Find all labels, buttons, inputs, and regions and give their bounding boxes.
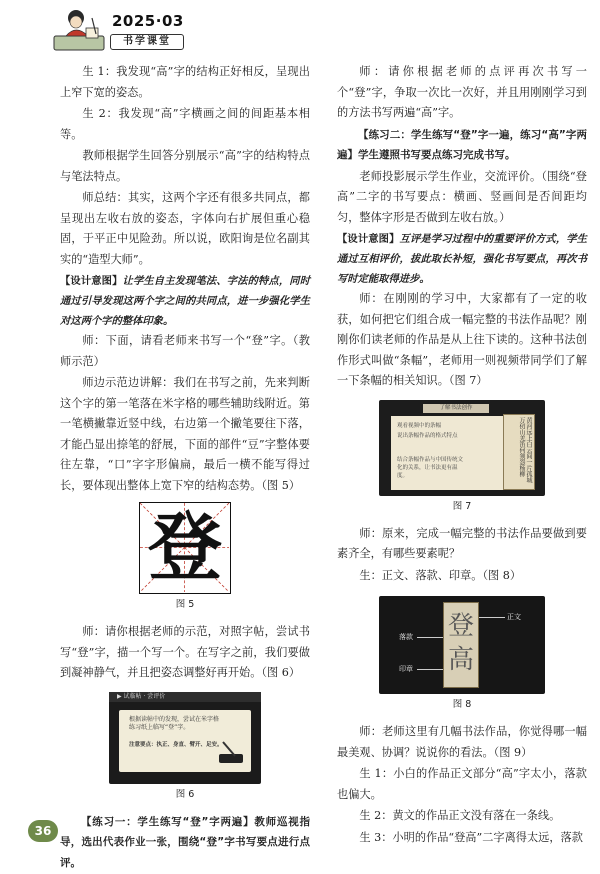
label-main-text: 正文 [507,613,521,621]
figure-5-caption: 图 5 [175,599,195,610]
figure-7-caption: 图 7 [452,500,472,512]
slide-tab: 了解书法创作 [423,404,489,413]
design-intent-label: 【设计意图】 [337,233,400,245]
slide-tips: 注意要点：执正、身直、臂开、足安。 [129,741,223,748]
scholar-figure-icon [52,6,108,54]
slide-instruction: 根据读帖中的发现，尝试在米字格练习纸上临写“登”字。 [129,715,220,731]
paragraph: 生 2：黄文的作品正文没有落在一条线。 [359,809,561,822]
design-intent-text: 互评是学习过程中的重要评价方式，学生通过互相评价，拔此取长补短，强化书写要点，再次书写时定能取得进步。 [337,233,587,285]
exercise-2: 【练习二：学生练写“登”字一遍，练习“高”字两遍】学生遵照书写要点练习完成书写。 [337,128,587,161]
demo-character: 登 [148,505,222,591]
figure-8-caption: 图 8 [452,699,472,710]
label-seal: 印章 [399,665,413,673]
scroll-character: 高 [447,645,474,675]
slide-line: 观看视频中的条幅 [397,422,442,429]
slide-line: 说出条幅作品的格式特点 [397,432,458,439]
paragraph: 师：老师这里有几幅书法作品，你觉得哪一幅最美观、协调？说说你的看法。（图 9） [337,725,587,759]
paragraph: 教师根据学生回答分别展示“高”字的结构特点与笔法特点。 [60,149,310,183]
exercise-1: 【练习一：学生练写“登”字两遍】教师巡视指导，选出代表作业一张，围绕“登”字书写要点进行点评。 [60,815,310,869]
paragraph: 师：在刚刚的学习中，大家都有了一定的收获，如何把它们组合成一幅完整的书法作品呢？刚刚你们读老师的作品是从上往下读的。这种书法创作形式叫做“条幅”，老师用一则视频带同学们了解一下条幅的相关知识。（图 7） [337,292,587,387]
paragraph: 生 2：我发现“高”字横画之间的间距基本相等。 [60,107,310,141]
paragraph: 老师投影展示学生作业，交流评价。（围绕“登高”二字的书写要点：横画、竖画间是否间距均匀，整体字形是否做到左收右放。） [337,169,587,224]
paragraph: 师：下面，请看老师来书写一个“登”字。（教师示范） [60,334,310,368]
page-header [52,6,252,56]
issue-date: 2025·03 [112,12,184,30]
figure-6-slide [109,692,261,784]
calligraphy-scroll [443,602,479,688]
label-signature: 落款 [399,633,413,641]
design-intent-label: 【设计意图】 [60,275,123,287]
paragraph: 师：请你根据老师的示范，对照字帖，尝试书写“登”字，描一个写一个。在写字之前，我们要做到凝神静气，并且把姿态调整好再开始。（图 6） [60,625,310,679]
figure-6-caption: 图 6 [175,788,195,800]
pointer-line [417,669,443,670]
figure-8-slide [379,596,545,694]
right-column [337,62,587,849]
figure-7-slide [379,400,545,496]
pointer-line [479,617,505,618]
paragraph: 生 1：小白的作品正文部分“高”字太小，落款也偏大。 [337,767,587,801]
paragraph: 师总结：其实，这两个字还有很多共同点，都呈现出左收右放的姿态，字体向右扩展但重心稳固，于平正中见险劲。所以说，欧阳询是位名副其实的“造型大师”。 [60,191,310,266]
left-column [60,62,310,874]
design-intent-text: 让学生自主发现笔法、字法的特点，同时通过引导发现这两个字之间的共同点，进一步强化学生对这两个字的整体印象。 [60,275,310,327]
design-intent [337,229,587,289]
slide-title-bar: ▶ 试临帖 · 尝评价 [109,692,261,702]
figure-5-grid [139,502,231,594]
calligraphy-scroll: 黄河远上白云间一片孤城万仞山羌笛何须怨杨柳 [503,414,535,490]
page-number: 36 [28,820,58,842]
paragraph: 师：请你根据老师的点评再次书写一个“登”字，争取一次比一次好，并且用刚刚学习到的方法书写两遍“高”字。 [337,65,587,119]
pointer-line [417,637,443,638]
paragraph: 生 1：我发现“高”字的结构正好相反，呈现出上窄下宽的姿态。 [60,65,310,99]
column-tag: 书学课堂 [110,34,184,50]
paragraph: 师边示范边讲解：我们在书写之前，先来判断这个字的第一笔落在米字格的哪些辅助线附近。第一笔横撇靠近竖中线，右边第一个撇笔要往下落，才能凸显出捺笔的舒展，下面的部件“豆”字整体要往左靠，“口”字字形偏扁，最后一横不能写得过长，要体现出整体上宽下窄的结构态势。（图 5） [60,376,310,492]
design-intent [60,271,310,331]
slide-line: 结合条幅作品与中国传统文化的关系，让书法更有温度。 [397,456,464,479]
paragraph: 生 3：小明的作品“登高”二字离得太远，落款 [359,830,583,844]
scroll-character: 登 [447,611,474,641]
paragraph: 师：原来，完成一幅完整的书法作品要做到要素齐全，有哪些要素呢？ [337,526,587,560]
inkstone-icon [217,740,245,766]
paragraph: 生：正文、落款、印章。（图 8） [359,568,522,582]
slide-paper [391,416,507,490]
slide-panel [119,710,251,772]
